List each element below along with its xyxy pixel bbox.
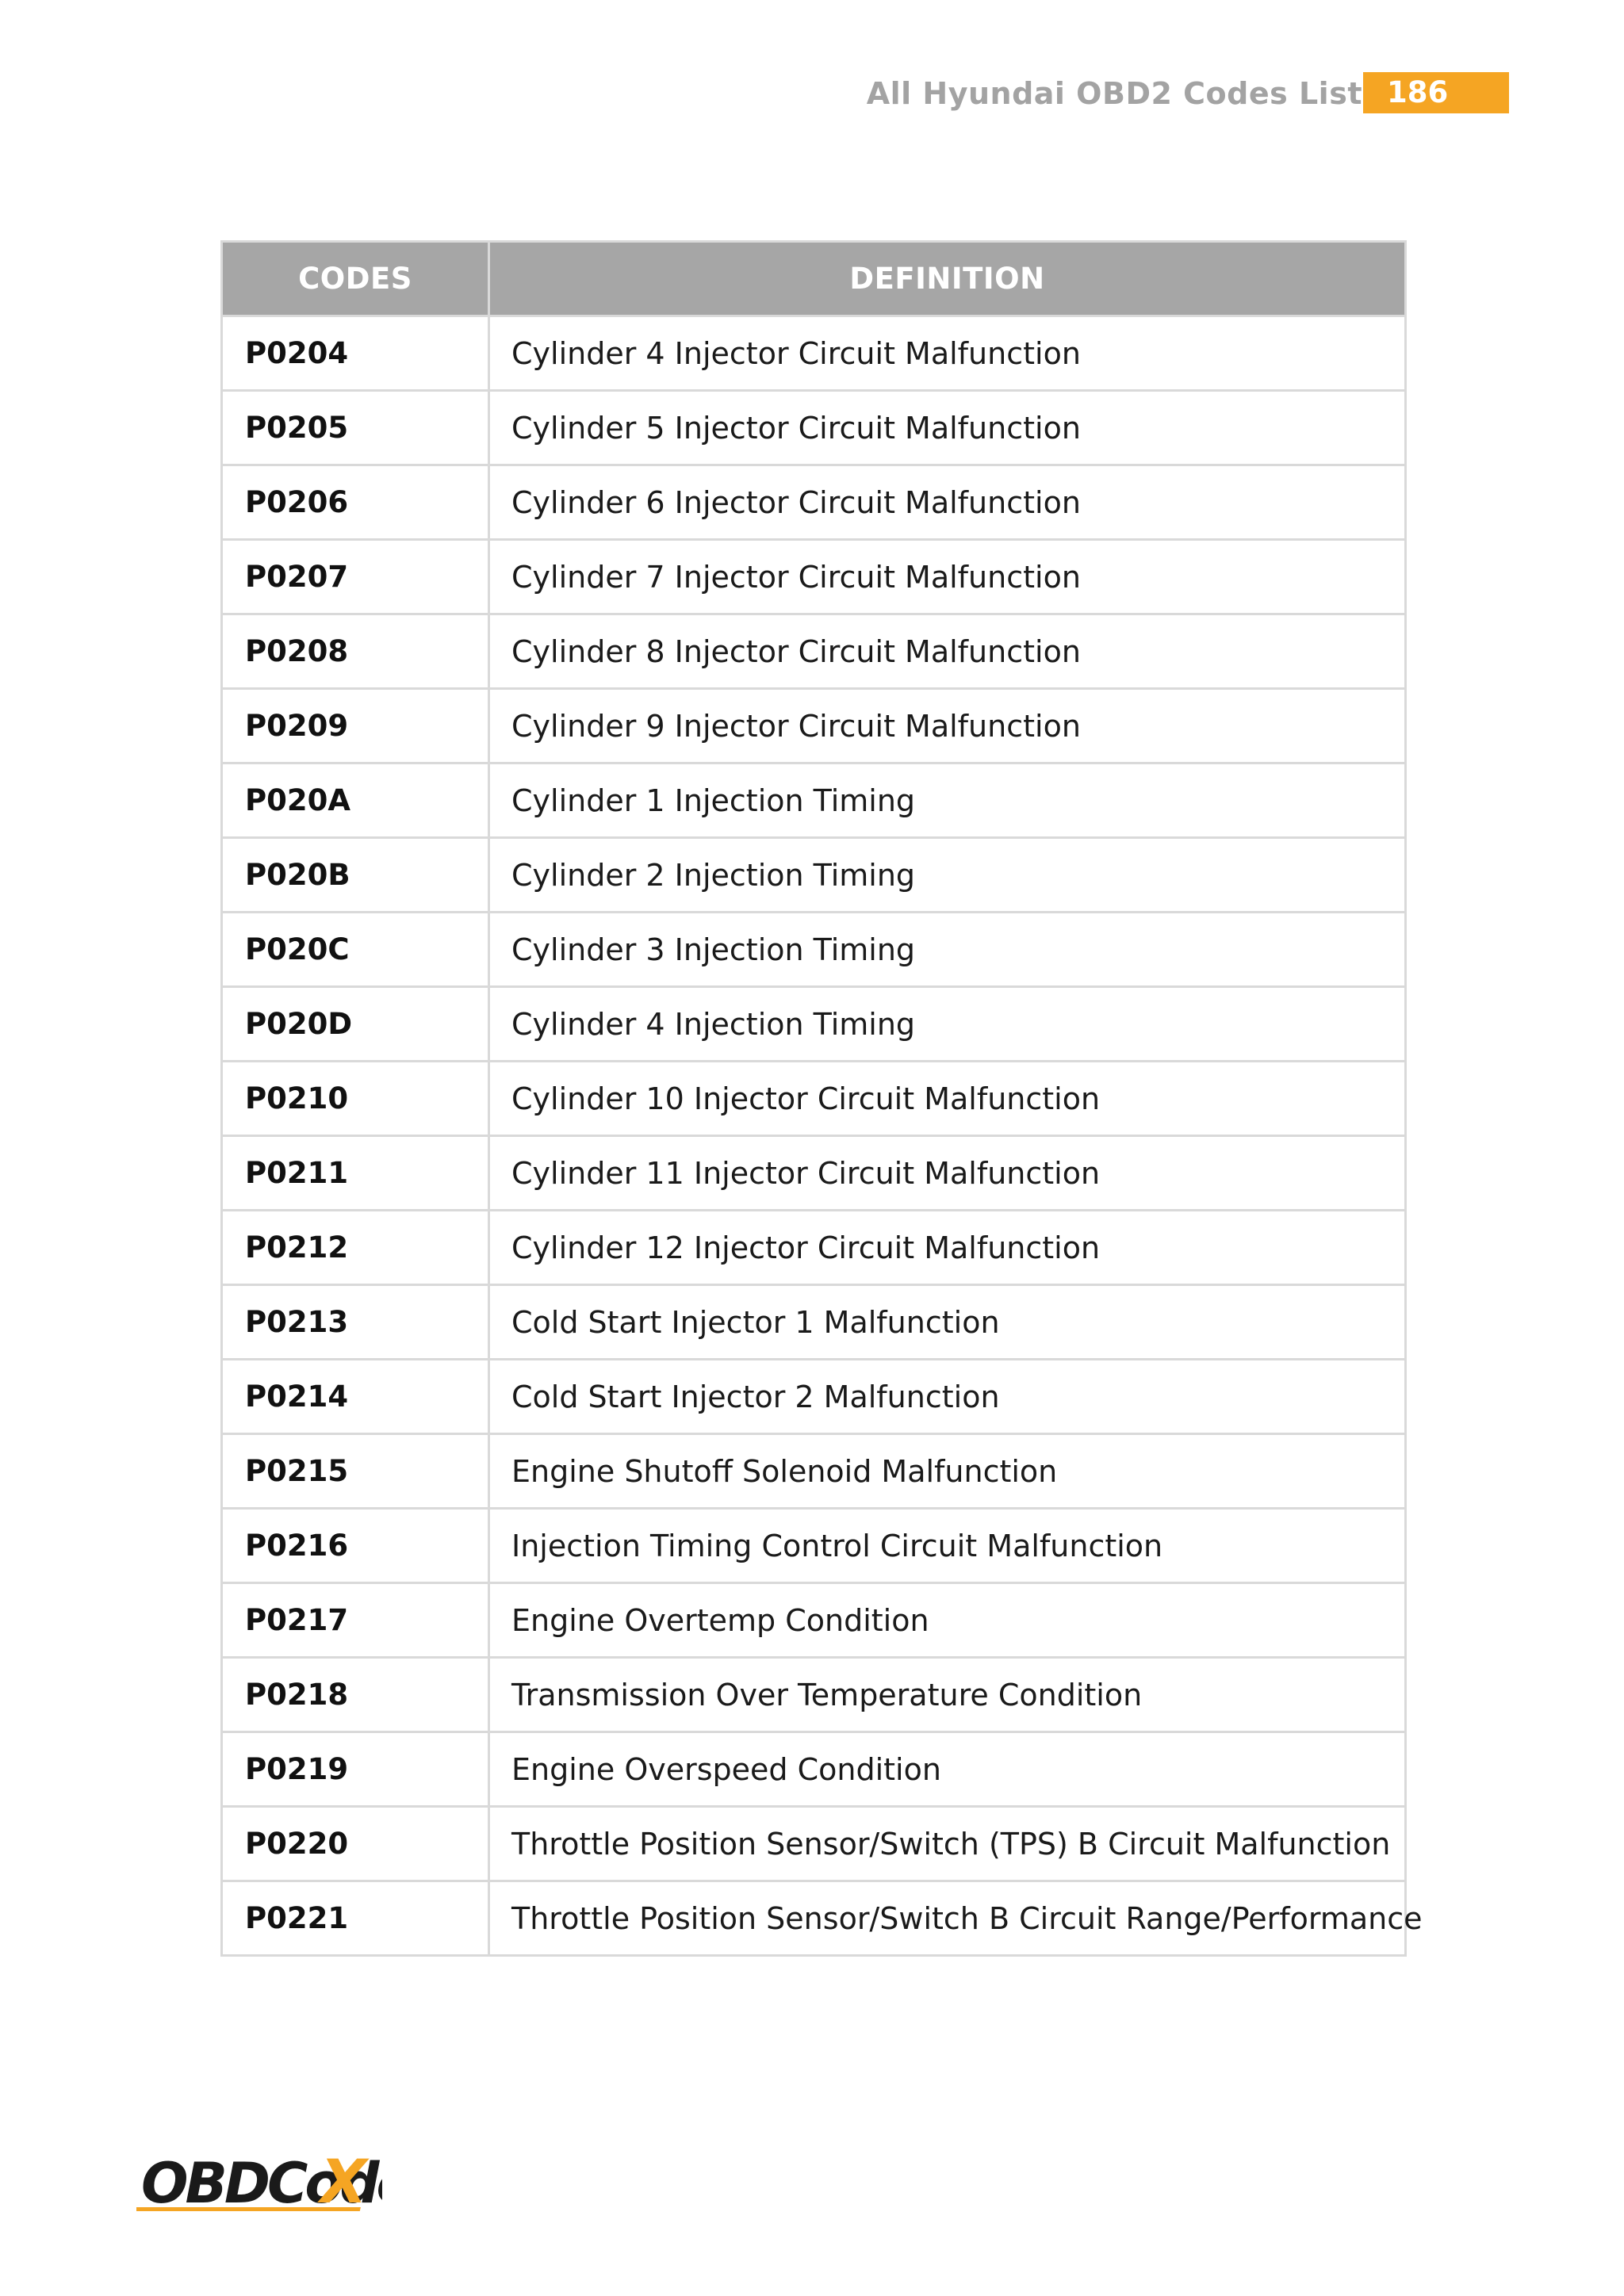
code-cell: P0213: [222, 1285, 489, 1360]
table-row: [222, 689, 1406, 763]
table-body: [222, 316, 1423, 1956]
table-row: [222, 1881, 1406, 1956]
code-cell: P0217: [222, 1583, 489, 1658]
code-cell: P0209: [222, 689, 489, 763]
table-row: [222, 540, 1406, 614]
definition-cell: Engine Shutoff Solenoid Malfunction: [489, 1434, 1406, 1509]
definition-cell: Cylinder 11 Injector Circuit Malfunction: [489, 1136, 1406, 1211]
logo-graphic: [136, 2147, 382, 2218]
code-cell: P020C: [222, 913, 489, 987]
obdcodex-logo: [136, 2147, 382, 2218]
definition-cell: Cylinder 2 Injection Timing: [489, 838, 1406, 913]
code-cell: P0215: [222, 1434, 489, 1509]
table-row: [222, 763, 1406, 838]
code-cell: P0206: [222, 465, 489, 540]
table-row: [222, 316, 1406, 391]
document-title: All Hyundai OBD2 Codes List: [866, 76, 1362, 111]
definition-cell: Cylinder 8 Injector Circuit Malfunction: [489, 614, 1406, 689]
table-row: [222, 1583, 1406, 1658]
table-row: [222, 1211, 1406, 1285]
definition-cell: Cylinder 3 Injection Timing: [489, 913, 1406, 987]
definition-cell: Cylinder 5 Injector Circuit Malfunction: [489, 391, 1406, 465]
definition-cell: Throttle Position Sensor/Switch B Circuit Range/Performance: [489, 1881, 1406, 1956]
code-cell: P0207: [222, 540, 489, 614]
definition-cell: Throttle Position Sensor/Switch (TPS) B Circuit Malfunction: [489, 1807, 1406, 1881]
definition-cell: Cylinder 7 Injector Circuit Malfunction: [489, 540, 1406, 614]
table-row: [222, 913, 1406, 987]
definition-cell: Engine Overtemp Condition: [489, 1583, 1406, 1658]
table-row: [222, 1807, 1406, 1881]
definition-cell: Injection Timing Control Circuit Malfunction: [489, 1509, 1406, 1583]
logo-wordmark: OBDCod: [141, 2151, 377, 2216]
code-cell: P020A: [222, 763, 489, 838]
code-cell: P0204: [222, 316, 489, 391]
code-cell: P0211: [222, 1136, 489, 1211]
page-number-badge: 186: [1363, 72, 1509, 113]
definition-cell: Cylinder 6 Injector Circuit Malfunction: [489, 465, 1406, 540]
definition-cell: Cold Start Injector 2 Malfunction: [489, 1360, 1406, 1434]
table-row: [222, 987, 1406, 1062]
code-cell: P0216: [222, 1509, 489, 1583]
code-cell: P0219: [222, 1732, 489, 1807]
definition-cell: Cylinder 10 Injector Circuit Malfunction: [489, 1062, 1406, 1136]
table-row: [222, 614, 1406, 689]
code-cell: P0218: [222, 1658, 489, 1732]
table-row: [222, 1658, 1406, 1732]
code-cell: P0221: [222, 1881, 489, 1956]
table-row: [222, 1062, 1406, 1136]
table-row: [222, 1285, 1406, 1360]
definition-cell: Cold Start Injector 1 Malfunction: [489, 1285, 1406, 1360]
definition-cell: Cylinder 1 Injection Timing: [489, 763, 1406, 838]
code-cell: P0212: [222, 1211, 489, 1285]
table-row: [222, 1732, 1406, 1807]
code-cell: P0214: [222, 1360, 489, 1434]
codes-column-header: CODES: [222, 242, 489, 316]
code-cell: P0210: [222, 1062, 489, 1136]
table-row: [222, 838, 1406, 913]
code-cell: P020B: [222, 838, 489, 913]
logo-x-mark: X: [320, 2147, 367, 2217]
table-row: [222, 391, 1406, 465]
table-row: [222, 1509, 1406, 1583]
table-row: [222, 1434, 1406, 1509]
definition-cell: Transmission Over Temperature Condition: [489, 1658, 1406, 1732]
code-cell: P0205: [222, 391, 489, 465]
definition-cell: Cylinder 9 Injector Circuit Malfunction: [489, 689, 1406, 763]
table-row: [222, 1360, 1406, 1434]
definition-cell: Engine Overspeed Condition: [489, 1732, 1406, 1807]
code-cell: P020D: [222, 987, 489, 1062]
table-row: [222, 465, 1406, 540]
table-row: [222, 1136, 1406, 1211]
code-cell: P0220: [222, 1807, 489, 1881]
codes-table: [220, 240, 1423, 1957]
definition-column-header: DEFINITION: [489, 242, 1406, 316]
definition-cell: Cylinder 4 Injection Timing: [489, 987, 1406, 1062]
code-cell: P0208: [222, 614, 489, 689]
definition-cell: Cylinder 12 Injector Circuit Malfunction: [489, 1211, 1406, 1285]
table-header-row: [222, 242, 1406, 316]
definition-cell: Cylinder 4 Injector Circuit Malfunction: [489, 316, 1406, 391]
